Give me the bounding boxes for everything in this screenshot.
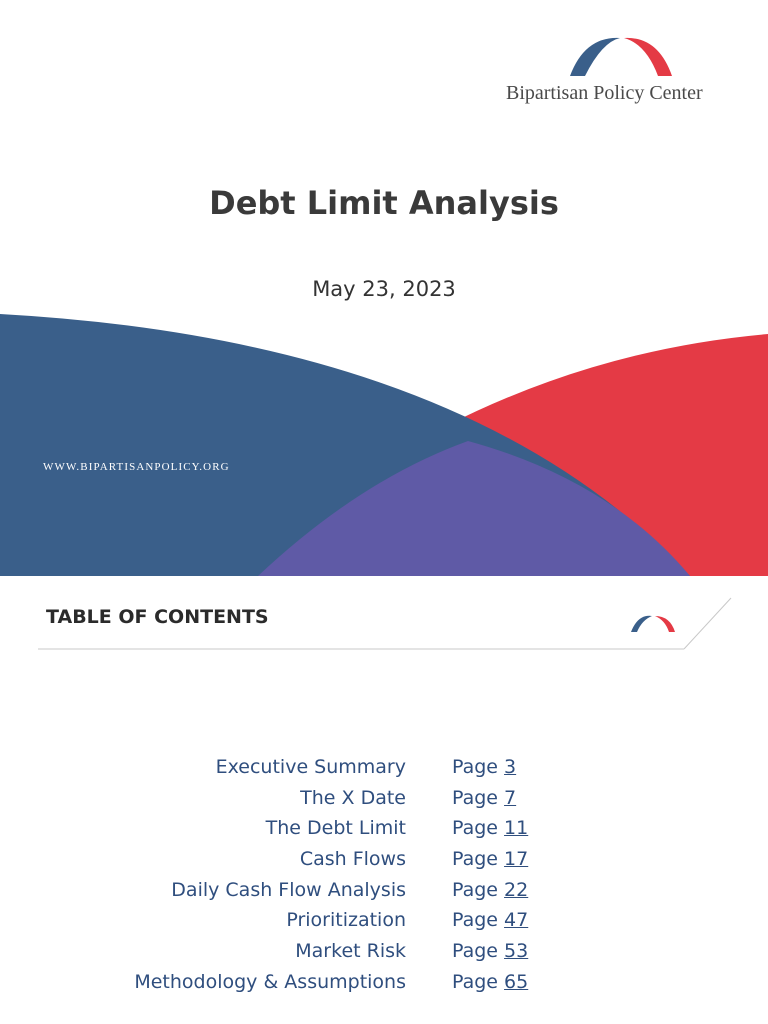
page-link[interactable]: 47	[504, 909, 529, 932]
cover-swoosh-graphic	[0, 300, 768, 576]
website-url: WWW.BIPARTISANPOLICY.ORG	[43, 461, 230, 473]
toc-item-label[interactable]: Market Risk	[295, 940, 406, 963]
toc-item-label[interactable]: Executive Summary	[215, 756, 406, 778]
page-link[interactable]: 65	[504, 970, 529, 993]
toc-item	[0, 971, 768, 1002]
toc-heading: TABLE OF CONTENTS	[46, 606, 269, 628]
page-link[interactable]: 53	[504, 940, 529, 963]
toc-item-label[interactable]: Cash Flows	[299, 848, 406, 871]
toc-item	[0, 817, 768, 848]
page-word: Page	[452, 848, 498, 871]
page-link[interactable]: 17	[504, 848, 529, 871]
toc-item-page	[452, 971, 528, 993]
toc-item	[0, 940, 768, 971]
org-name: Bipartisan Policy Center	[506, 82, 703, 104]
page-word: Page	[452, 970, 498, 993]
toc-item-page	[452, 756, 516, 778]
document-title: Debt Limit Analysis	[209, 184, 559, 222]
page-word: Page	[452, 878, 498, 901]
toc-slide	[0, 576, 768, 1024]
toc-item	[0, 756, 768, 787]
toc-item	[0, 848, 768, 879]
toc-item-label[interactable]: Prioritization	[286, 909, 406, 932]
page-word: Page	[452, 756, 498, 778]
toc-list	[0, 756, 768, 1002]
page-link[interactable]: 11	[504, 817, 529, 840]
toc-item	[0, 787, 768, 818]
toc-item-page	[452, 879, 528, 901]
page-word: Page	[452, 817, 498, 840]
toc-item-page	[452, 940, 528, 962]
page-word: Page	[452, 940, 498, 963]
toc-item	[0, 879, 768, 910]
document-date: May 23, 2023	[312, 277, 456, 301]
toc-item-page	[452, 848, 528, 870]
toc-item-label[interactable]: Daily Cash Flow Analysis	[171, 878, 406, 901]
toc-item-label[interactable]: The X Date	[300, 786, 406, 809]
page-word: Page	[452, 786, 498, 809]
toc-item-label[interactable]: The Debt Limit	[265, 817, 406, 840]
page-link[interactable]: 22	[504, 878, 529, 901]
toc-item-page	[452, 909, 528, 931]
page-word: Page	[452, 909, 498, 932]
page-link[interactable]: 7	[504, 786, 517, 809]
toc-item	[0, 909, 768, 940]
page-link[interactable]: 3	[504, 756, 517, 778]
toc-item-page	[452, 817, 528, 839]
toc-item-label[interactable]: Methodology & Assumptions	[134, 970, 406, 993]
toc-item-page	[452, 787, 516, 809]
